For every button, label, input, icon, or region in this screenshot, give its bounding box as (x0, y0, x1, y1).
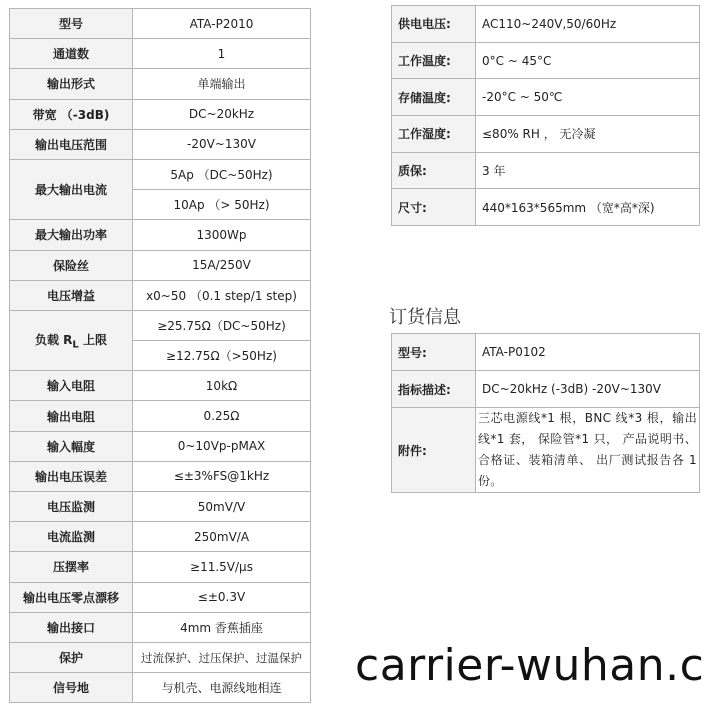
spec-row (392, 116, 700, 153)
spec-value: 过流保护、过压保护、过温保护 (133, 642, 311, 672)
spec-label: 输出接口 (10, 612, 133, 642)
spec-value: ≥12.75Ω（>50Hz) (133, 341, 311, 371)
order-value: ATA-P0102 (476, 334, 700, 371)
spec-label: 通道数 (10, 39, 133, 69)
spec-label: 电压增益 (10, 280, 133, 310)
spec-label: 输入电阻 (10, 371, 133, 401)
spec-value: 0~10Vp-pMAX (133, 431, 311, 461)
spec-value: AC110~240V,50/60Hz (476, 6, 700, 43)
spec-label: 信号地 (10, 673, 133, 703)
spec-value: 15A/250V (133, 250, 311, 280)
spec-row (10, 612, 311, 642)
spec-row (392, 79, 700, 116)
spec-value: ATA-P2010 (133, 9, 311, 39)
spec-row (10, 280, 311, 310)
spec-label: 供电电压: (392, 6, 476, 43)
spec-label: 型号 (10, 9, 133, 39)
spec-value: x0~50 （0.1 step/1 step) (133, 280, 311, 310)
spec-label: 尺寸: (392, 189, 476, 226)
spec-value: 4mm 香蕉插座 (133, 612, 311, 642)
spec-row (10, 431, 311, 461)
spec-row (10, 371, 311, 401)
spec-value: ≤80% RH ， 无冷凝 (476, 116, 700, 153)
spec-value: -20°C ~ 50℃ (476, 79, 700, 116)
spec-value: 10Ap （> 50Hz) (133, 190, 311, 220)
spec-label: 输出电阻 (10, 401, 133, 431)
spec-value: 0°C ~ 45°C (476, 42, 700, 79)
spec-label: 存储温度: (392, 79, 476, 116)
spec-value: 3 年 (476, 152, 700, 189)
spec-value: ≥11.5V/μs (133, 552, 311, 582)
spec-value: 单端输出 (133, 69, 311, 99)
spec-value: 与机壳、电源线地相连 (133, 673, 311, 703)
spec-row (10, 159, 311, 189)
spec-row (10, 461, 311, 491)
spec-row (10, 129, 311, 159)
spec-row (10, 492, 311, 522)
order-row (392, 371, 700, 408)
spec-label: 输入幅度 (10, 431, 133, 461)
spec-row (10, 9, 311, 39)
spec-label: 质保: (392, 152, 476, 189)
spec-table-right (391, 5, 700, 226)
spec-row (10, 310, 311, 340)
order-label: 附件: (392, 408, 476, 493)
spec-label: 输出电压零点漂移 (10, 582, 133, 612)
spec-label: 工作温度: (392, 42, 476, 79)
spec-row (10, 401, 311, 431)
order-label: 指标描述: (392, 371, 476, 408)
spec-table-left (9, 8, 311, 703)
spec-row (392, 189, 700, 226)
spec-value: 440*163*565mm （宽*高*深) (476, 189, 700, 226)
spec-value: ≤±3%FS@1kHz (133, 461, 311, 491)
spec-label: 输出电压误差 (10, 461, 133, 491)
spec-label-subscript: L (72, 339, 79, 351)
spec-label: 最大输出电流 (10, 159, 133, 219)
spec-label: 输出电压范围 (10, 129, 133, 159)
spec-value: 0.25Ω (133, 401, 311, 431)
spec-label-rest: 上限 (78, 332, 107, 347)
spec-label: 带宽 （-3dB) (10, 99, 133, 129)
spec-label: 工作湿度: (392, 116, 476, 153)
spec-row (392, 42, 700, 79)
spec-label: 电流监测 (10, 522, 133, 552)
spec-value: ≤±0.3V (133, 582, 311, 612)
spec-label: 电压监测 (10, 492, 133, 522)
spec-value: ≥25.75Ω（DC~50Hz) (133, 310, 311, 340)
spec-row (10, 673, 311, 703)
order-value: 三芯电源线*1 根，BNC 线*3 根，输出线*1 套， 保险管*1 只， 产品说明书、合格证、装箱清单、 出厂测试报告各 1 份。 (476, 408, 700, 493)
spec-row (10, 642, 311, 672)
spec-label: 输出形式 (10, 69, 133, 99)
spec-row (10, 552, 311, 582)
spec-row (392, 152, 700, 189)
spec-row (10, 250, 311, 280)
spec-value: -20V~130V (133, 129, 311, 159)
spec-value: 10kΩ (133, 371, 311, 401)
spec-label: 保护 (10, 642, 133, 672)
spec-value: DC~20kHz (133, 99, 311, 129)
order-heading: 订货信息 (389, 307, 461, 328)
spec-value: 1300Wp (133, 220, 311, 250)
spec-row (10, 522, 311, 552)
order-row (392, 408, 700, 493)
spec-label: 最大输出功率 (10, 220, 133, 250)
order-table (391, 333, 700, 493)
spec-row (10, 39, 311, 69)
spec-value: 250mV/A (133, 522, 311, 552)
spec-value: 5Ap （DC~50Hz) (133, 159, 311, 189)
order-label: 型号: (392, 334, 476, 371)
spec-value: 50mV/V (133, 492, 311, 522)
spec-row (10, 220, 311, 250)
spec-label: 保险丝 (10, 250, 133, 280)
spec-label: 压摆率 (10, 552, 133, 582)
spec-row (10, 69, 311, 99)
order-value: DC~20kHz (-3dB) -20V~130V (476, 371, 700, 408)
spec-value: 1 (133, 39, 311, 69)
order-row (392, 334, 700, 371)
spec-label-main: 负载 R (35, 332, 73, 347)
spec-row (10, 99, 311, 129)
watermark-url: carrier-wuhan.c (355, 640, 705, 691)
spec-row (392, 6, 700, 43)
spec-row (10, 582, 311, 612)
spec-label-load (10, 310, 133, 370)
